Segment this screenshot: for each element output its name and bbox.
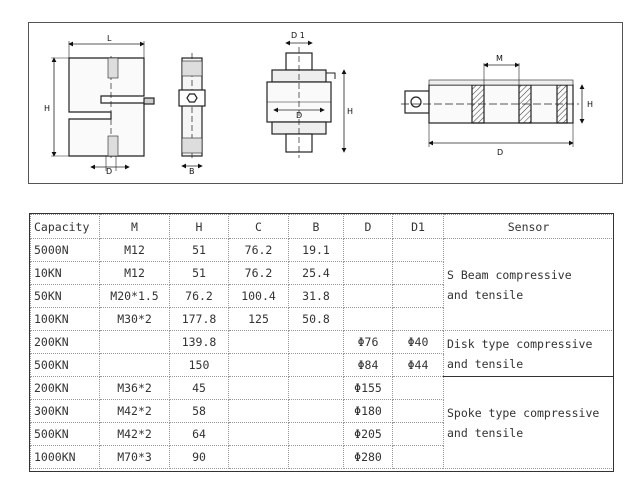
cell-b: [289, 377, 344, 400]
cell-d: Φ84: [344, 354, 393, 377]
cell-d: [344, 285, 393, 308]
disk-height-label: H: [347, 107, 354, 116]
cell-d: Φ280: [344, 446, 393, 469]
cell-h: 58: [170, 400, 229, 423]
cell-h: 51: [170, 262, 229, 285]
header-h: H: [170, 215, 229, 239]
technical-drawings: [29, 23, 622, 183]
cell-capacity: 200KN: [31, 331, 100, 354]
cell-d: Φ180: [344, 400, 393, 423]
cell-c: [229, 446, 289, 469]
sensor-s-beam-line1: S Beam compressive: [447, 267, 572, 282]
header-m: M: [100, 215, 170, 239]
cell-m: M20*1.5: [100, 285, 170, 308]
cell-d1: Φ44: [393, 354, 444, 377]
cell-sensor-disk: [444, 331, 614, 377]
cell-c: 125: [229, 308, 289, 331]
cell-c: 76.2: [229, 239, 289, 262]
cell-capacity: 5000N: [31, 239, 100, 262]
cell-h: 90: [170, 446, 229, 469]
cell-b: 50.8: [289, 308, 344, 331]
table-header-row: [31, 215, 614, 239]
s-beam-side-view: [179, 53, 205, 166]
header-sensor: Sensor: [444, 215, 614, 239]
header-d: D: [344, 215, 393, 239]
cell-m: M42*2: [100, 423, 170, 446]
cell-m: M12: [100, 239, 170, 262]
cell-d: Φ155: [344, 377, 393, 400]
cell-m: M36*2: [100, 377, 170, 400]
cell-c: [229, 377, 289, 400]
disk-d1-label: D 1: [291, 31, 305, 40]
cell-capacity: 300KN: [31, 400, 100, 423]
spoke-sensor-view: [401, 63, 582, 147]
header-c: C: [229, 215, 289, 239]
cell-c: [229, 331, 289, 354]
cell-d1: [393, 308, 444, 331]
technical-drawing-panel: [28, 22, 623, 184]
header-d1: D1: [393, 215, 444, 239]
cell-b: 31.8: [289, 285, 344, 308]
cell-c: 100.4: [229, 285, 289, 308]
sensor-disk-line2: and tensile: [447, 356, 524, 371]
cell-h: 76.2: [170, 285, 229, 308]
cell-d1: [393, 285, 444, 308]
cell-m: M70*3: [100, 446, 170, 469]
cell-b: [289, 400, 344, 423]
cell-capacity: 1000KN: [31, 446, 100, 469]
cell-b: [289, 331, 344, 354]
sensor-disk-line1: Disk type compressive: [447, 336, 593, 351]
cell-d: [344, 262, 393, 285]
cell-b: [289, 423, 344, 446]
cell-b: [289, 354, 344, 377]
cell-c: [229, 423, 289, 446]
cell-capacity: 500KN: [31, 423, 100, 446]
cell-d1: [393, 423, 444, 446]
cell-d: [344, 308, 393, 331]
s-beam-b-label: B: [189, 167, 195, 176]
sensor-spoke-line2: and tensile: [447, 425, 524, 440]
cell-h: 64: [170, 423, 229, 446]
header-capacity: Capacity: [31, 215, 100, 239]
cell-capacity: 100KN: [31, 308, 100, 331]
cell-m: M30*2: [100, 308, 170, 331]
cell-d: Φ205: [344, 423, 393, 446]
cell-capacity: 10KN: [31, 262, 100, 285]
cell-capacity: 50KN: [31, 285, 100, 308]
spoke-height-label: H: [587, 100, 594, 109]
cell-d: [344, 239, 393, 262]
cell-c: [229, 400, 289, 423]
cell-m: M42*2: [100, 400, 170, 423]
cell-d1: [393, 400, 444, 423]
spoke-d-label: D: [497, 148, 504, 157]
cell-h: 177.8: [170, 308, 229, 331]
cell-m: [100, 354, 170, 377]
sensor-spoke-line1: Spoke type compressive: [447, 405, 600, 420]
spec-table: [30, 214, 614, 469]
cell-b: [289, 446, 344, 469]
cell-c: 76.2: [229, 262, 289, 285]
disk-d-label: D: [296, 111, 303, 120]
s-beam-d-label: D: [106, 167, 113, 176]
cell-sensor-s-beam: [444, 239, 614, 331]
cell-h: 139.8: [170, 331, 229, 354]
s-beam-width-label: L: [107, 34, 112, 43]
s-beam-height-label: H: [44, 104, 51, 113]
cell-d1: [393, 446, 444, 469]
table-row: [31, 331, 614, 354]
cell-d: Φ76: [344, 331, 393, 354]
cell-capacity: 500KN: [31, 354, 100, 377]
cell-d1: [393, 262, 444, 285]
cell-c: [229, 354, 289, 377]
cell-b: 19.1: [289, 239, 344, 262]
cell-d1: [393, 239, 444, 262]
cell-capacity: 200KN: [31, 377, 100, 400]
cell-b: 25.4: [289, 262, 344, 285]
cell-h: 51: [170, 239, 229, 262]
spoke-m-label: M: [496, 54, 503, 63]
s-beam-front-view: [51, 41, 154, 171]
cell-d1: Φ40: [393, 331, 444, 354]
sensor-s-beam-line2: and tensile: [447, 287, 524, 302]
cell-m: M12: [100, 262, 170, 285]
header-b: B: [289, 215, 344, 239]
cell-sensor-spoke: [444, 377, 614, 469]
cell-h: 150: [170, 354, 229, 377]
disk-sensor-view: [267, 43, 344, 158]
table-row: [31, 239, 614, 262]
table-row: [31, 377, 614, 400]
cell-d1: [393, 377, 444, 400]
cell-m: [100, 331, 170, 354]
cell-h: 45: [170, 377, 229, 400]
